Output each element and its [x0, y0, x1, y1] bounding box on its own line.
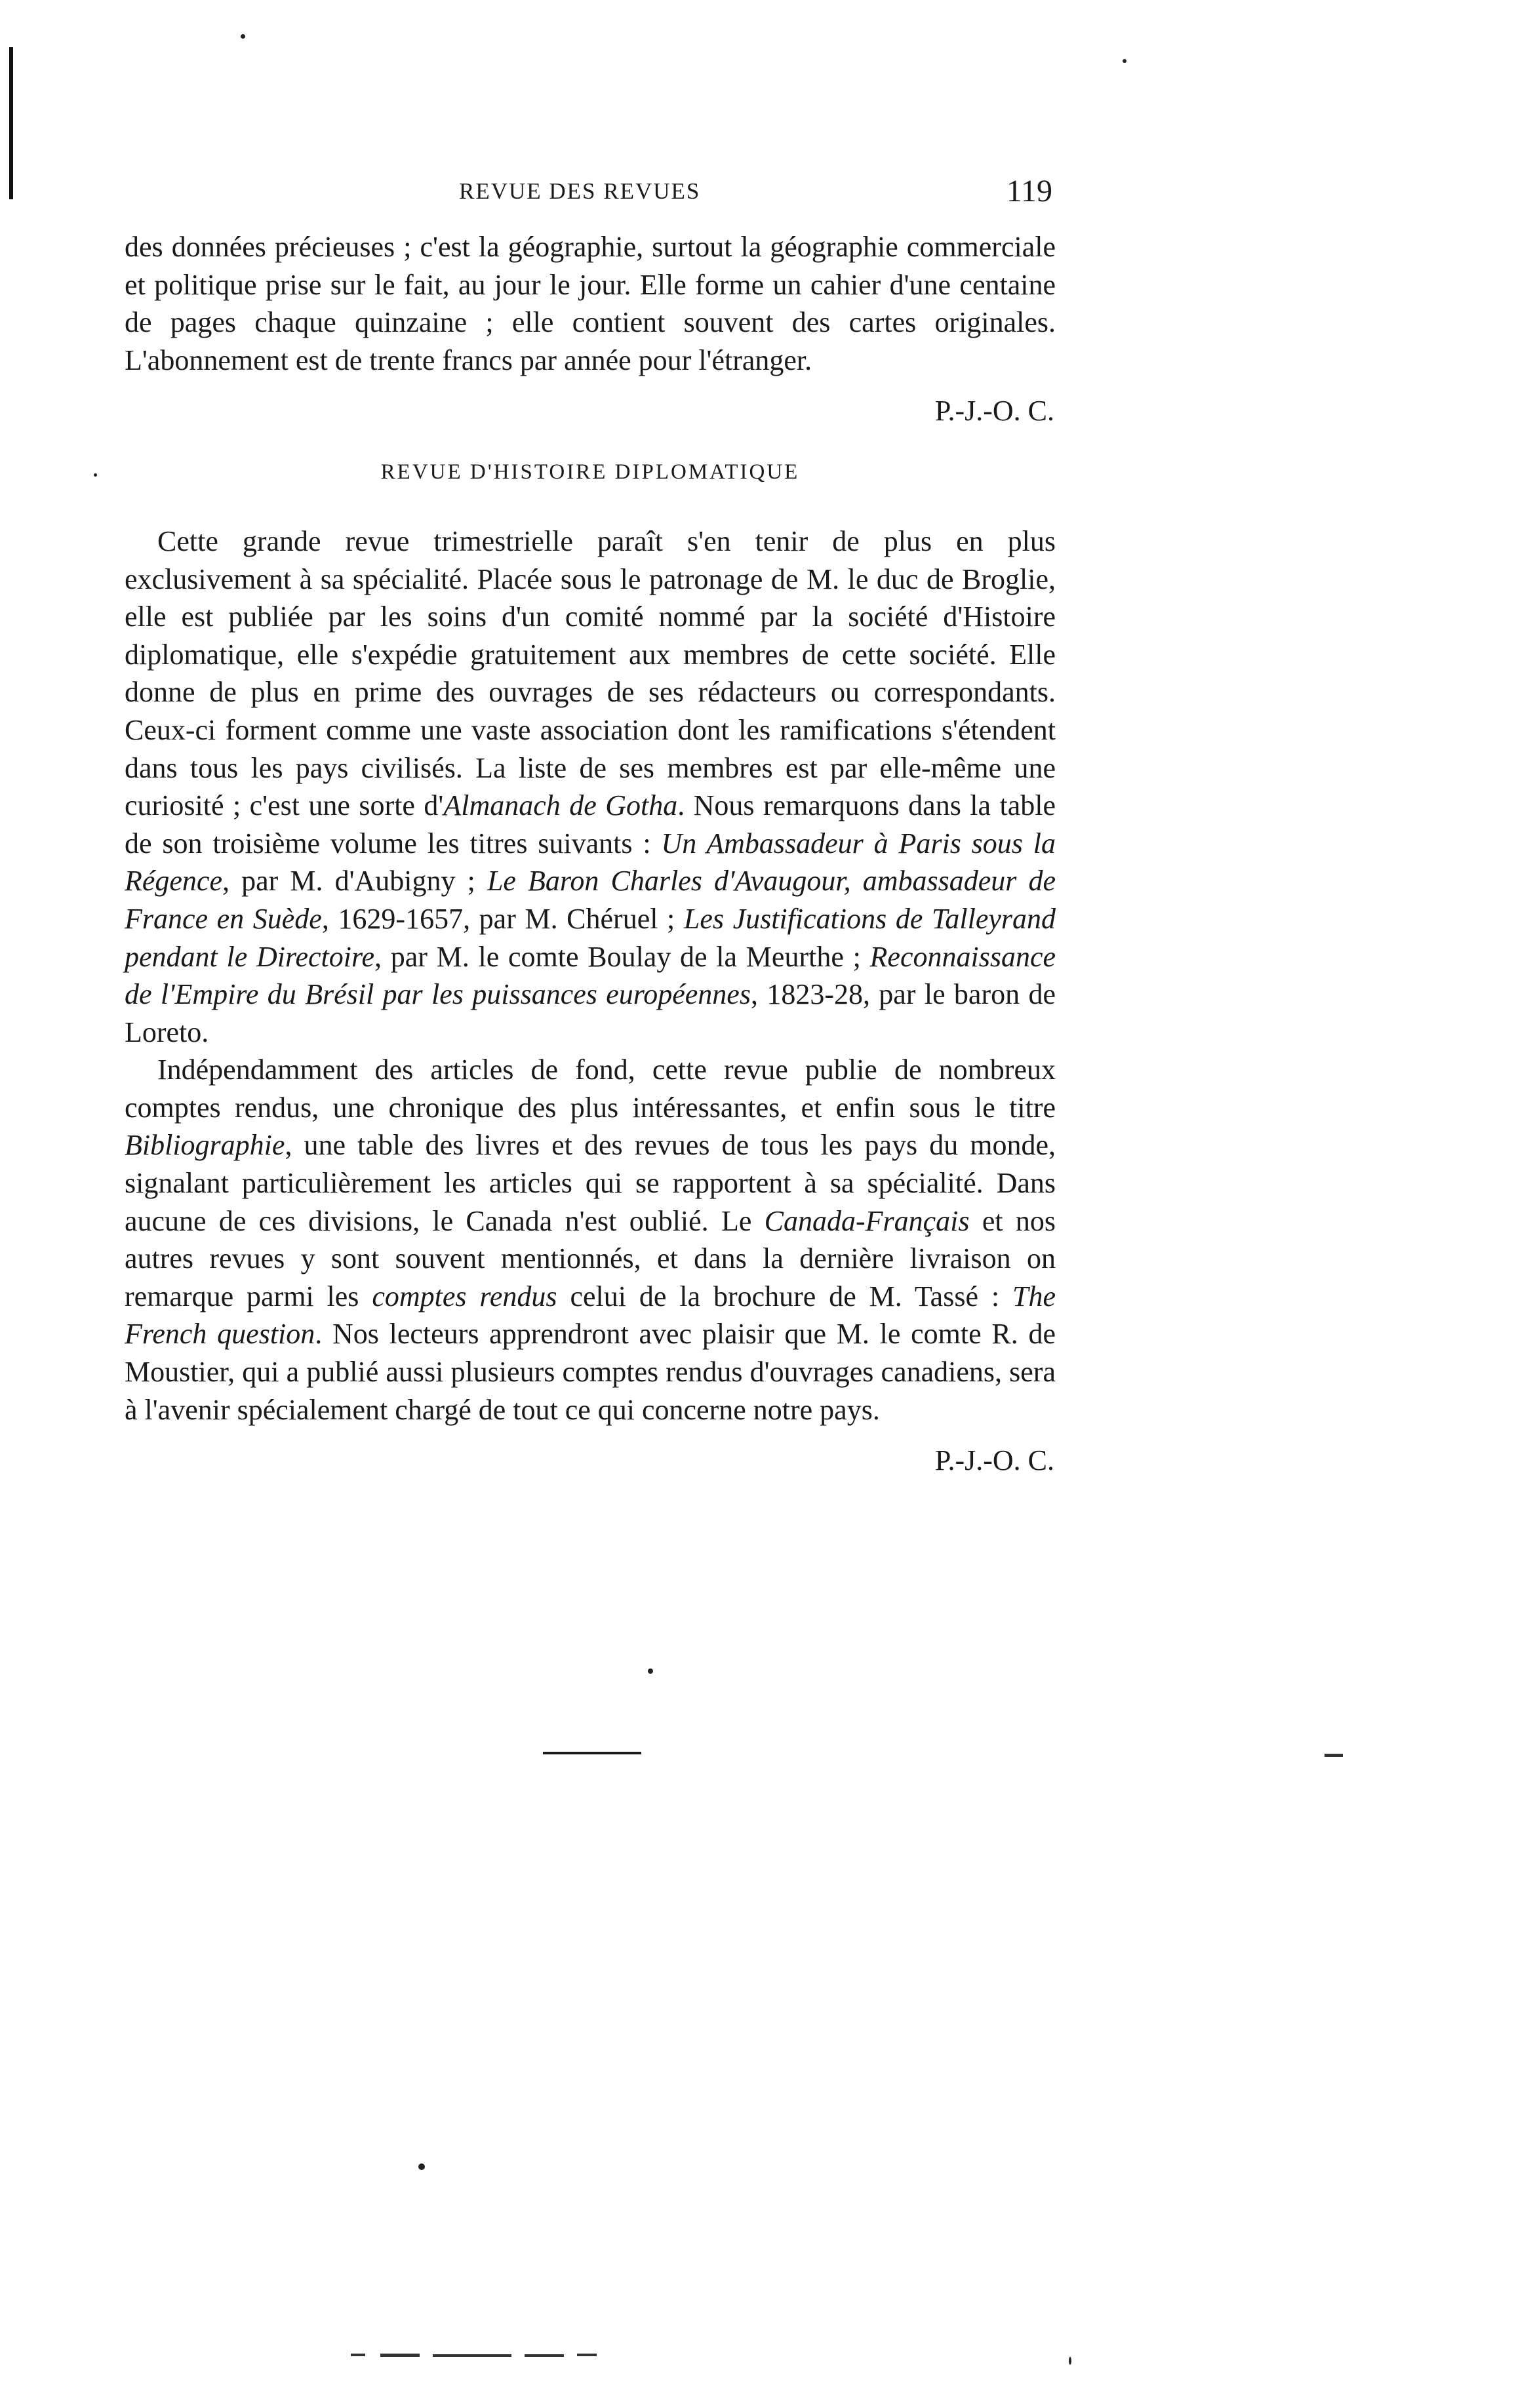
- text-run: des données précieuses ; c'est la géographie, surtout la géographie commerciale et politique prise sur le fait, au jour le jour. Elle forme un cahier d'une centaine de pages chaque quinzaine ; elle contient souvent des cartes originales. L'abonnement est de trente francs par année pour l'étranger.: [125, 231, 1056, 376]
- scan-speck: [418, 2163, 425, 2170]
- italic-run: Almanach de Gotha: [443, 789, 678, 822]
- text-run: Indépendamment des articles de fond, cette revue publie de nombreux comptes rendus, une chronique des plus intéressantes, et enfin sous le titre: [125, 1054, 1056, 1124]
- end-rule: [543, 1752, 641, 1754]
- signature: P.-J.-O. C.: [934, 1444, 1054, 1477]
- running-head: REVUE DES REVUES: [459, 178, 701, 204]
- scan-speck: [94, 473, 97, 477]
- scan-edge-rule: [9, 47, 13, 199]
- article-body: [125, 228, 1056, 1480]
- text-run: , 1823-28, par le baron de Loreto.: [125, 978, 1056, 1048]
- scan-mark: [577, 2354, 597, 2356]
- text-run: celui de la brochure de M. Tassé :: [557, 1280, 1012, 1313]
- page-number: 119: [1006, 174, 1052, 208]
- italic-run: Bibliographie: [125, 1129, 285, 1162]
- text-run: , une table des livres et des revues de tous les pays du monde, signalant particulièrement les articles qui se rapportent à sa spécialité. Dans aucune de ces divisions, le Canada n'est oublié. Le: [125, 1129, 1056, 1237]
- scan-mark: [433, 2354, 511, 2357]
- text-run: , par M. d'Aubigny ;: [222, 865, 487, 898]
- scan-speck: [648, 1668, 653, 1674]
- italic-run: Un Ambassadeur à Paris sous la Régence: [125, 827, 1056, 898]
- text-run: , par M. le comte Boulay de la Meurthe ;: [374, 940, 870, 973]
- italic-run: The French question: [125, 1280, 1056, 1351]
- italic-run: comptes rendus: [372, 1280, 557, 1313]
- scan-mark: [1325, 1754, 1343, 1757]
- scan-speck: [1123, 59, 1126, 63]
- scan-speck: [1069, 2357, 1071, 2365]
- scan-mark: [380, 2354, 420, 2357]
- text-run: et nos autres revues y sont souvent mentionnés, et dans la dernière livraison on remarque parmi les: [125, 1204, 1056, 1313]
- scan-speck: [241, 34, 245, 39]
- signature: P.-J.-O. C.: [934, 395, 1054, 427]
- paragraph: [125, 228, 1056, 379]
- page-header: [459, 176, 1052, 215]
- section-title: REVUE D'HISTOIRE DIPLOMATIQUE: [380, 460, 800, 484]
- scan-mark: [525, 2354, 564, 2357]
- italic-run: Canada-Français: [764, 1204, 970, 1237]
- italic-run: Les Justifications de Talleyrand pendant le Directoire: [125, 902, 1056, 973]
- text-run: . Nos lecteurs apprendront avec plaisir que M. le comte R. de Moustier, qui a publié aussi plusieurs comptes rendus d'ouvrages canadiens, sera à l'avenir spécialement chargé de tout ce qui concerne notre pays.: [125, 1318, 1056, 1426]
- italic-run: Le Baron Charles d'Avaugour, ambassadeur de France en Suède: [125, 865, 1056, 935]
- italic-run: Reconnaissance de l'Empire du Brésil par les puissances européennes: [125, 940, 1056, 1011]
- scan-mark: [351, 2354, 365, 2356]
- text-run: , 1629-1657, par M. Chéruel ;: [321, 902, 684, 935]
- text-run: . Nous remarquons dans la table de son troisième volume les titres suivants :: [125, 789, 1056, 859]
- paragraph: [125, 523, 1056, 1051]
- paragraph: [125, 1051, 1056, 1429]
- text-run: Cette grande revue trimestrielle paraît s'en tenir de plus en plus exclusivement à sa spécialité. Placée sous le patronage de M. le duc de Broglie, elle est publiée par les soins d'un comité nommé par la société d'Histoire diplomatique, elle s'expédie gratuitement aux membres de cette société. Elle donne de plus en prime des ouvrages de ses rédacteurs ou correspondants. Ceux-ci forment comme une vaste association dont les ramifications s'étendent dans tous les pays civilisés. La liste de ses membres est par elle-même une curiosité ; c'est une sorte d': [125, 524, 1056, 822]
